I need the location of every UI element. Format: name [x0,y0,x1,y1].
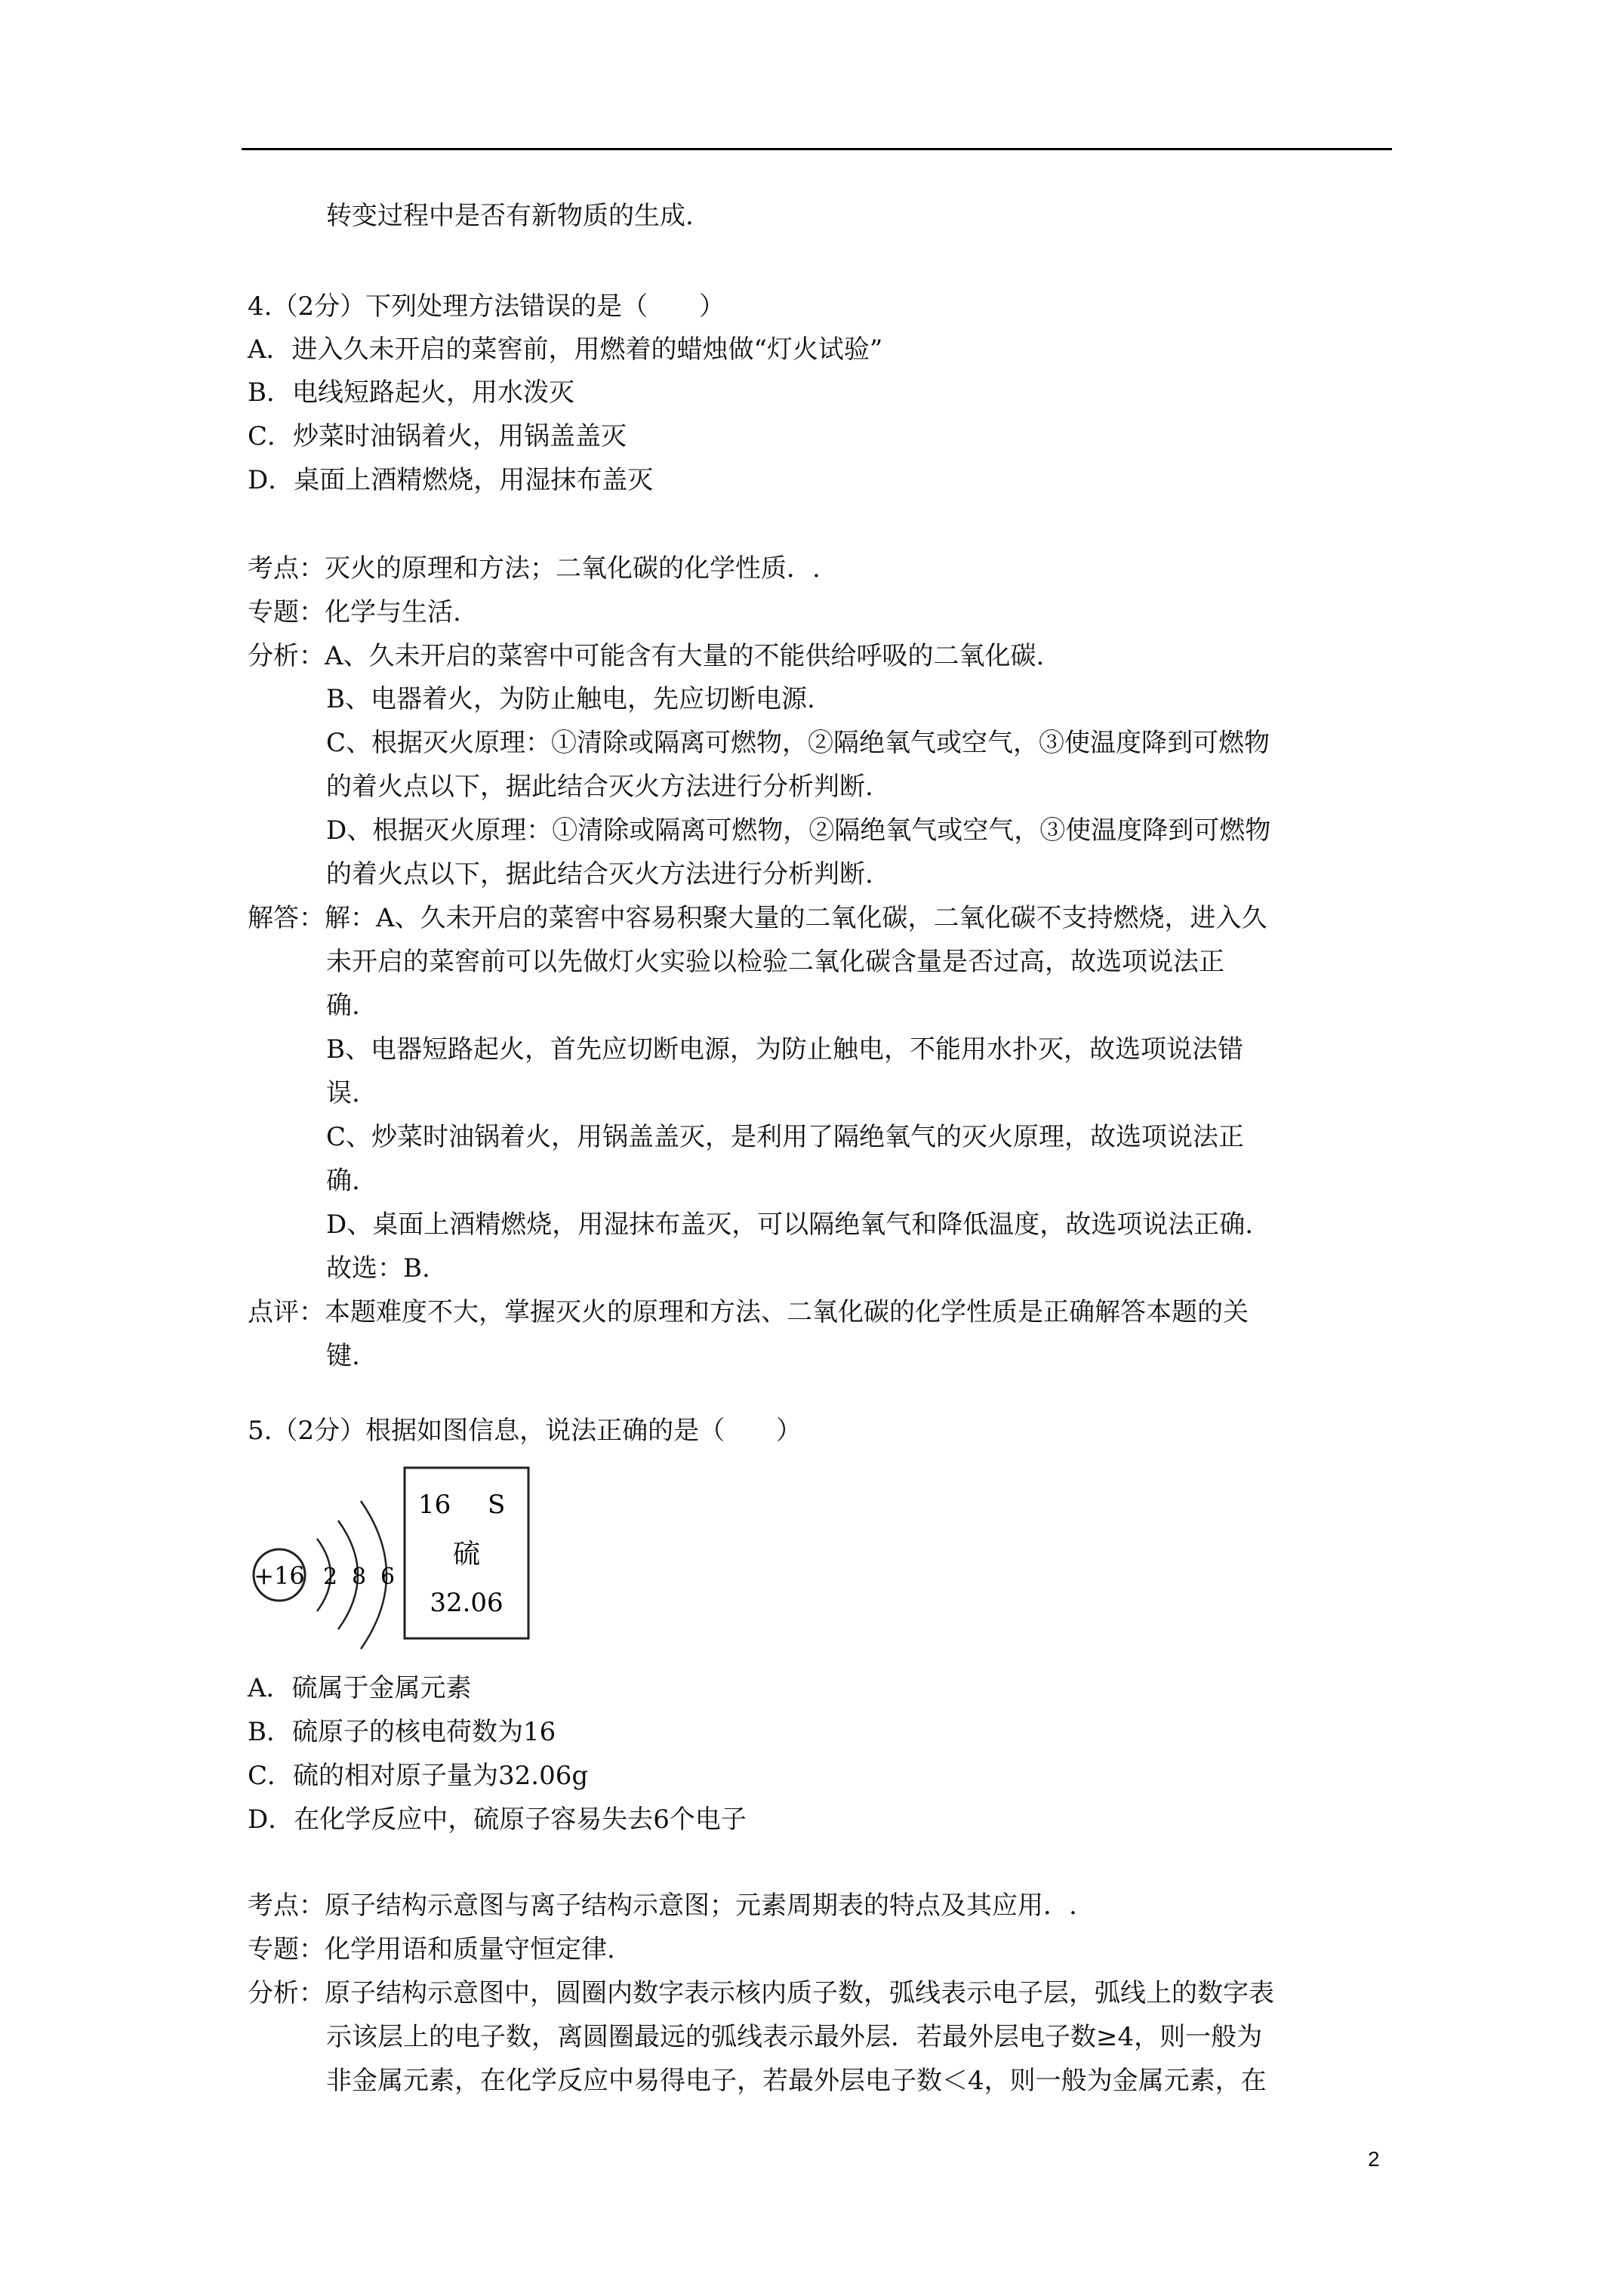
text-line: 考点：灭火的原理和方法；二氧化碳的化学性质．. [248,553,821,584]
text-line: 点评：本题难度不大，掌握灭火的原理和方法、二氧化碳的化学性质是正确解答本题的关 [248,1297,1249,1327]
atomic-mass: 32.06 [430,1588,504,1618]
text-line: D、根据灭火原理：①清除或隔离可燃物，②隔绝氧气或空气，③使温度降到可燃物 [326,815,1271,846]
text-line: C．炒菜时油锅着火，用锅盖盖灭 [248,421,627,451]
text-line: 非金属元素，在化学反应中易得电子，若最外层电子数＜4，则一般为金属元素，在 [326,2066,1267,2096]
text-line: B、电器着火，为防止触电，先应切断电源. [326,684,815,714]
sulfur-atom-figure [248,1462,534,1650]
text-line: 4.（2分）下列处理方法错误的是（ ） [248,291,725,322]
text-line: 转变过程中是否有新物质的生成. [326,201,694,231]
text-line: 示该层上的电子数，离圆圈最远的弧线表示最外层．若最外层电子数≥4，则一般为 [326,2022,1263,2052]
text-line: A．进入久未开启的菜窖前，用燃着的蜡烛做“灯火试验” [248,334,883,365]
text-line: D．在化学反应中，硫原子容易失去6个电子 [248,1804,747,1835]
nucleus-charge: +16 [254,1561,305,1590]
text-line: C、根据灭火原理：①清除或隔离可燃物，②隔绝氧气或空气，③使温度降到可燃物 [326,728,1270,758]
text-line: 分析：原子结构示意图中，圆圈内数字表示核内质子数，弧线表示电子层，弧线上的数字表 [248,1978,1274,2008]
text-line: 的着火点以下，据此结合灭火方法进行分析判断. [326,859,873,889]
text-line: 确. [326,1166,360,1196]
text-line: 考点：原子结构示意图与离子结构示意图；元素周期表的特点及其应用．. [248,1891,1077,1921]
element-name: 硫 [452,1539,481,1570]
text-line: 的着火点以下，据此结合灭火方法进行分析判断. [326,772,873,802]
text-line: 确. [326,991,360,1021]
element-symbol: S [488,1490,506,1520]
text-line: B、电器短路起火，首先应切断电源，为防止触电，不能用水扑灭，故选项说法错 [326,1034,1243,1065]
atomic-number: 16 [418,1490,451,1520]
text-line: 键. [326,1341,360,1371]
text-line: 5.（2分）根据如图信息，说法正确的是（ ） [248,1416,802,1446]
shell-3-electrons: 6 [380,1564,396,1590]
text-line: 专题：化学与生活. [248,597,461,627]
text-line: A．硫属于金属元素 [248,1673,472,1703]
text-line: C．硫的相对原子量为32.06g [248,1761,589,1791]
text-line: 专题：化学用语和质量守恒定律. [248,1934,615,1965]
text-line: 误. [326,1078,360,1108]
shell-2-electrons: 8 [352,1564,367,1590]
text-line: D．桌面上酒精燃烧，用湿抹布盖灭 [248,465,654,495]
text-line: 分析：A、久未开启的菜窖中可能含有大量的不能供给呼吸的二氧化碳. [248,641,1045,671]
header-rule [242,148,1392,150]
text-line: C、炒菜时油锅着火，用锅盖盖灭，是利用了隔绝氧气的灭火原理，故选项说法正 [326,1122,1245,1152]
text-line: D、桌面上酒精燃烧，用湿抹布盖灭，可以隔绝氧气和降低温度，故选项说法正确. [326,1210,1254,1240]
text-line: 未开启的菜窖前可以先做灯火实验以检验二氧化碳含量是否过高，故选项说法正 [326,947,1224,977]
page-number: 2 [1368,2147,1380,2171]
text-line: 故选：B. [326,1253,430,1284]
text-line: 解答：解：A、久未开启的菜窖中容易积聚大量的二氧化碳，二氧化碳不支持燃烧，进入久 [248,903,1267,933]
text-line: B．硫原子的核电荷数为16 [248,1717,556,1747]
text-line: B．电线短路起火，用水泼灭 [248,378,574,408]
shell-1-electrons: 2 [323,1564,338,1590]
